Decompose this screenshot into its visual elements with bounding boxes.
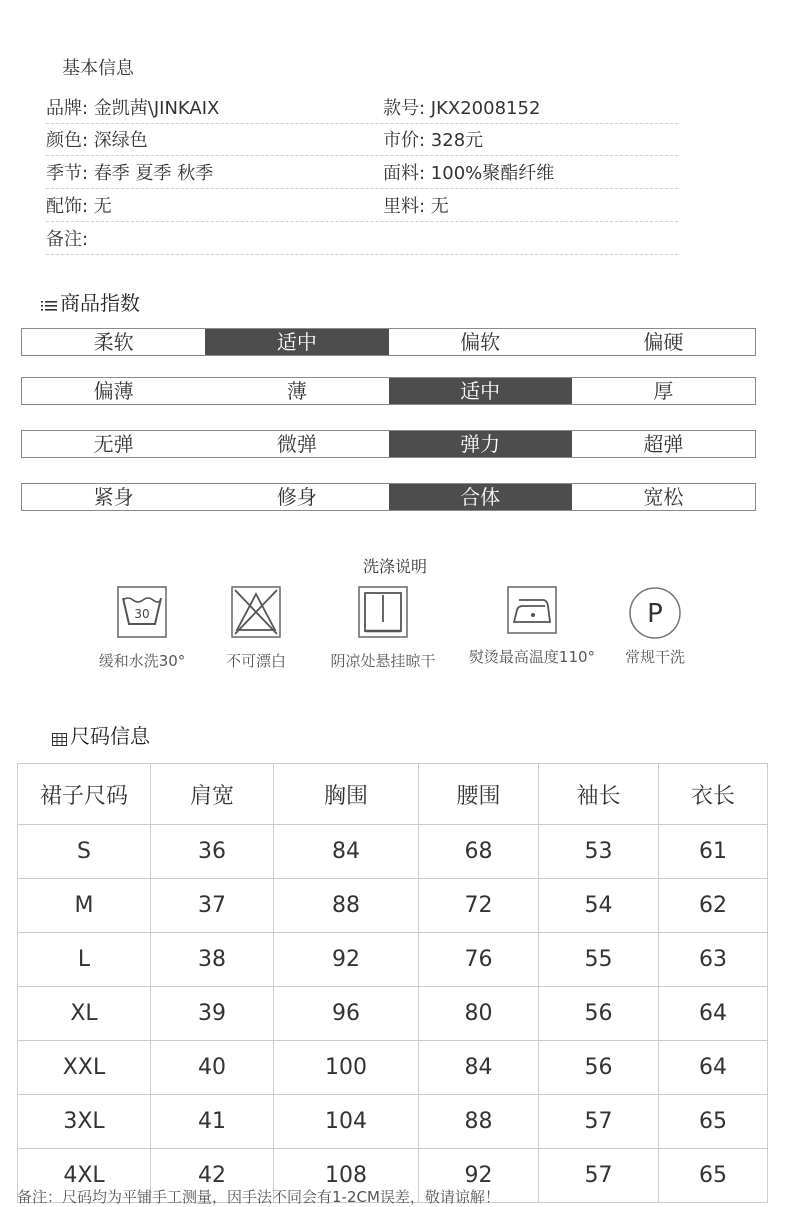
table-cell: 3XL [18, 1095, 151, 1149]
index-option-selected: 适中 [205, 329, 388, 355]
table-cell: 64 [659, 987, 768, 1041]
info-lining: 里料: 无 [383, 196, 449, 217]
table-header: 裙子尺码 [18, 764, 151, 825]
table-cell: 100 [274, 1041, 419, 1095]
wash-label: 常规干洗 [624, 648, 685, 666]
table-cell: M [18, 879, 151, 933]
index-bar-fit [21, 483, 756, 511]
index-option: 超弹 [643, 432, 684, 456]
table-header: 肩宽 [151, 764, 274, 825]
table-cell: 37 [151, 879, 274, 933]
table-cell: 88 [274, 879, 419, 933]
table-cell: 72 [419, 879, 539, 933]
no-bleach-icon [231, 586, 281, 638]
product-index-label: 商品指数 [60, 291, 140, 315]
table-header: 胸围 [274, 764, 419, 825]
table-cell: 40 [151, 1041, 274, 1095]
divider [46, 188, 678, 189]
info-color: 颜色: 深绿色 [46, 130, 148, 151]
index-option: 偏软 [460, 330, 501, 354]
info-row [46, 227, 678, 257]
table-cell: 92 [419, 1149, 539, 1203]
info-brand: 品牌: 金凯茜\JINKAIX [46, 98, 220, 119]
iron-low-icon [507, 586, 557, 634]
info-price: 市价: 328元 [383, 130, 484, 151]
table-cell: 55 [539, 933, 659, 987]
table-cell: 84 [274, 825, 419, 879]
table-row [18, 1041, 768, 1095]
product-index-title [41, 287, 140, 316]
table-header: 袖长 [539, 764, 659, 825]
index-bar-thickness [21, 377, 756, 405]
table-cell: 68 [419, 825, 539, 879]
table-cell: 39 [151, 987, 274, 1041]
table-row [18, 879, 768, 933]
table-cell: 84 [419, 1041, 539, 1095]
info-row [46, 96, 678, 126]
table-cell: 57 [539, 1149, 659, 1203]
wash-label: 熨烫最高温度110° [468, 648, 596, 666]
wash-item [206, 586, 306, 671]
washing-title: 洗涤说明 [362, 557, 427, 576]
table-cell: XL [18, 987, 151, 1041]
index-option: 薄 [286, 379, 307, 403]
list-icon [41, 294, 57, 310]
table-cell: 54 [539, 879, 659, 933]
size-footnote: 备注：尺码均为平铺手工测量，因手法不同会有1-2CM误差，敬请谅解！ [17, 1188, 500, 1206]
line-dry-shade-icon [358, 586, 408, 638]
divider [46, 123, 678, 124]
table-cell: 4XL [18, 1149, 151, 1203]
table-header: 衣长 [659, 764, 768, 825]
grid-icon [52, 727, 67, 742]
wash-30-icon [117, 586, 167, 638]
dry-clean-p-icon [628, 586, 682, 640]
basic-info-title: 基本信息 [62, 58, 134, 79]
table-cell: 65 [659, 1149, 768, 1203]
table-header: 腰围 [419, 764, 539, 825]
table-cell: 57 [539, 1095, 659, 1149]
info-style-no: 款号: JKX2008152 [383, 98, 541, 119]
table-cell: 76 [419, 933, 539, 987]
index-option: 厚 [653, 379, 674, 403]
index-option: 微弹 [276, 432, 317, 456]
index-option: 偏薄 [93, 379, 134, 403]
size-info-label: 尺码信息 [70, 724, 150, 748]
wash-label: 不可漂白 [225, 652, 286, 670]
index-option: 宽松 [643, 485, 684, 509]
size-table [17, 763, 768, 1203]
wash-item [318, 586, 448, 671]
size-info-title [52, 720, 150, 749]
info-fabric: 面料: 100%聚酯纤维 [383, 163, 555, 184]
divider [46, 155, 678, 156]
table-cell: 63 [659, 933, 768, 987]
divider [46, 221, 678, 222]
wash-item [89, 586, 195, 671]
table-cell: 61 [659, 825, 768, 879]
table-row [18, 933, 768, 987]
wash-item [615, 586, 695, 667]
info-accessory: 配饰: 无 [46, 196, 112, 217]
index-option-selected: 适中 [389, 378, 572, 404]
info-season: 季节: 春季 夏季 秋季 [46, 163, 214, 184]
table-cell: XXL [18, 1041, 151, 1095]
info-row [46, 128, 678, 158]
table-row [18, 1095, 768, 1149]
wash-label: 缓和水洗30° [98, 652, 186, 670]
index-option: 无弹 [93, 432, 134, 456]
table-cell: 42 [151, 1149, 274, 1203]
table-row [18, 987, 768, 1041]
table-cell: 36 [151, 825, 274, 879]
table-cell: 38 [151, 933, 274, 987]
index-option: 紧身 [93, 485, 134, 509]
table-cell: L [18, 933, 151, 987]
index-option: 柔软 [93, 330, 134, 354]
dry-clean-letter: P [647, 599, 663, 629]
table-cell: 96 [274, 987, 419, 1041]
table-header-row [18, 764, 768, 825]
table-cell: 88 [419, 1095, 539, 1149]
table-cell: 41 [151, 1095, 274, 1149]
table-cell: 104 [274, 1095, 419, 1149]
info-row [46, 161, 678, 191]
index-bar-elasticity [21, 430, 756, 458]
table-cell: 53 [539, 825, 659, 879]
table-cell: 62 [659, 879, 768, 933]
divider [46, 254, 678, 255]
table-cell: 108 [274, 1149, 419, 1203]
index-option: 偏硬 [643, 330, 684, 354]
table-cell: 65 [659, 1095, 768, 1149]
table-cell: 92 [274, 933, 419, 987]
table-cell: 56 [539, 1041, 659, 1095]
table-cell: S [18, 825, 151, 879]
wash-temp-text: 30 [134, 607, 150, 621]
index-bar-softness [21, 328, 756, 356]
table-row [18, 825, 768, 879]
index-option-selected: 合体 [389, 484, 572, 510]
wash-label: 阴凉处悬挂晾干 [330, 652, 436, 670]
info-row [46, 194, 678, 224]
wash-item [459, 586, 605, 667]
table-cell: 80 [419, 987, 539, 1041]
table-cell: 64 [659, 1041, 768, 1095]
index-option: 修身 [276, 485, 317, 509]
info-remark: 备注: [46, 229, 89, 250]
table-cell: 56 [539, 987, 659, 1041]
index-option-selected: 弹力 [389, 431, 572, 457]
